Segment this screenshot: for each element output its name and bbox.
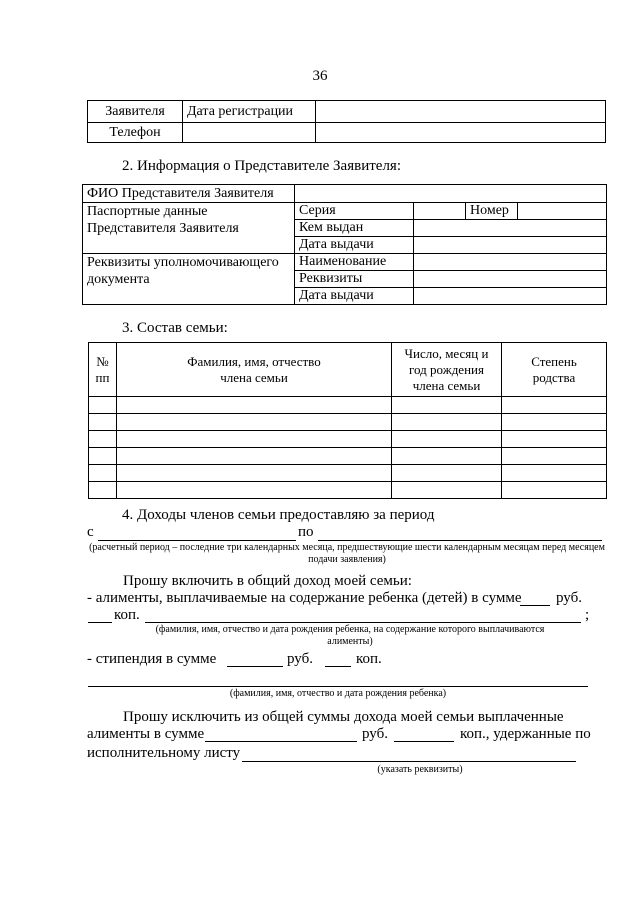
cell (502, 448, 607, 465)
doc-date-label: Дата выдачи (295, 288, 414, 305)
exclude-rub: руб. (362, 726, 388, 742)
exclude-kop-line (394, 741, 454, 742)
cell (89, 465, 117, 482)
child-line (145, 622, 581, 623)
section3-heading: 3. Состав семьи: (122, 320, 228, 336)
child-line-2 (88, 686, 588, 687)
semicolon: ; (585, 607, 590, 623)
table-row (89, 465, 607, 482)
stipend-text: - стипендия в сумме (87, 651, 217, 667)
cell (392, 414, 502, 431)
col-birth-header: Число, месяц и год рождения члена семьи (392, 343, 502, 397)
cell (502, 414, 607, 431)
cell (89, 448, 117, 465)
issue-date-value (414, 237, 607, 254)
exec-list-line (242, 761, 576, 762)
table-row (89, 397, 607, 414)
registration-date-label: Дата регистрации (183, 101, 316, 123)
alimony-text: - алименты, выплачиваемые на содержание ребенка (детей) в сумме (87, 590, 522, 606)
issued-by-label: Кем выдан (295, 220, 414, 237)
cell (117, 397, 392, 414)
child-note-2: (фамилия, имя, отчество и дата рождения ребенка) (229, 688, 447, 699)
stipend-kop-line (325, 666, 351, 667)
stipend-kop: коп. (356, 651, 382, 667)
cell (89, 431, 117, 448)
alimony-kop-line (88, 622, 112, 623)
phone-value (183, 123, 316, 143)
page-number: 36 (312, 68, 328, 84)
col-name-header: Фамилия, имя, отчество члена семьи (117, 343, 392, 397)
alimony-kop: коп. (114, 607, 140, 623)
number-label: Номер (466, 203, 518, 220)
exclude-kop: коп., удержанные по (460, 726, 591, 742)
cell (392, 448, 502, 465)
cell (392, 431, 502, 448)
fio-label: ФИО Представителя Заявителя (83, 185, 295, 203)
family-table (88, 342, 607, 499)
requisites-note: (указать реквизиты) (377, 764, 463, 775)
alimony-rub: руб. (556, 590, 582, 606)
exclude-rub-line (205, 741, 357, 742)
alimony-rub-line (520, 605, 550, 606)
stipend-rub-line (227, 666, 283, 667)
number-value (518, 203, 607, 220)
include-text: Прошу включить в общий доход моей семьи: (123, 573, 412, 589)
cell (117, 465, 392, 482)
cell (117, 448, 392, 465)
cell (502, 465, 607, 482)
col-num-header: № пп (89, 343, 117, 397)
passport-label: Паспортные данные Представителя Заявителя (83, 203, 295, 254)
doc-name-value (414, 254, 607, 271)
series-label: Серия (295, 203, 414, 220)
section4-heading: 4. Доходы членов семьи предоставляю за период (122, 507, 435, 523)
cell (502, 397, 607, 414)
fio-value (295, 185, 607, 203)
registration-date-value (316, 101, 606, 123)
cell (502, 482, 607, 499)
representative-table (82, 184, 607, 305)
doc-name-label: Наименование (295, 254, 414, 271)
cell (392, 465, 502, 482)
cell (117, 414, 392, 431)
cell (89, 397, 117, 414)
applicant-cell: Заявителя (88, 101, 183, 123)
cell (117, 482, 392, 499)
doc-date-value (414, 288, 607, 305)
requisites-doc-label: Реквизиты уполномочивающего документа (83, 254, 295, 305)
col-relation-header: Степень родства (502, 343, 607, 397)
exec-list-text: исполнительному листу (87, 745, 241, 761)
cell (89, 482, 117, 499)
exclude-line2: алименты в сумме (87, 726, 205, 742)
period-note: (расчетный период – последние три календарных месяца, предшествующие шести календарным месяцам перед месяцем подачи заявления) (89, 542, 605, 565)
period-from-label: с (87, 524, 94, 540)
doc-requisites-value (414, 271, 607, 288)
period-from-line (98, 540, 296, 541)
issued-by-value (414, 220, 607, 237)
phone-label: Телефон (88, 123, 183, 143)
cell (502, 431, 607, 448)
cell (117, 431, 392, 448)
section2-heading: 2. Информация о Представителе Заявителя: (122, 158, 401, 174)
series-value (414, 203, 466, 220)
stipend-rub: руб. (287, 651, 313, 667)
applicant-table (87, 100, 606, 143)
period-to-line (318, 540, 602, 541)
child-note: (фамилия, имя, отчество и дата рождения ребенка, на содержание которого выплачиваются алименты) (155, 624, 545, 647)
period-to-label: по (298, 524, 314, 540)
phone-extra (316, 123, 606, 143)
table-row (89, 482, 607, 499)
doc-requisites-label: Реквизиты (295, 271, 414, 288)
exclude-line1: Прошу исключить из общей суммы дохода моей семьи выплаченные (123, 709, 564, 725)
cell (89, 414, 117, 431)
issue-date-label: Дата выдачи (295, 237, 414, 254)
table-row (89, 431, 607, 448)
table-row (89, 414, 607, 431)
table-row (89, 448, 607, 465)
cell (392, 482, 502, 499)
cell (392, 397, 502, 414)
